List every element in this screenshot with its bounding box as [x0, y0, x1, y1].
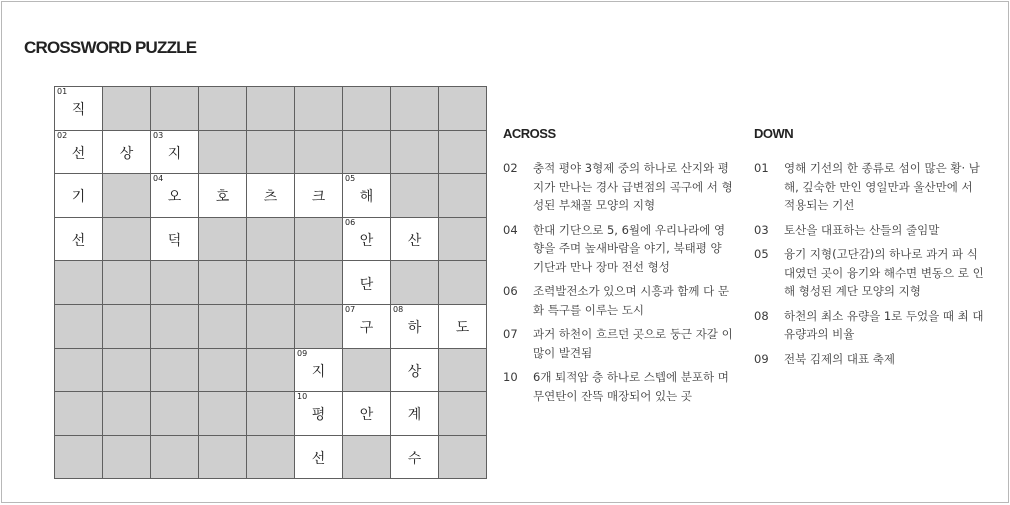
grid-cell-filled	[151, 131, 198, 174]
cell-number: 07	[345, 304, 356, 314]
grid-cell-filled	[343, 261, 390, 304]
clue-number: 03	[754, 222, 769, 237]
cell-number: 05	[345, 174, 356, 184]
cell-letter: 상	[119, 145, 134, 162]
grid-cell-filled	[391, 436, 438, 479]
clue-number: 02	[503, 161, 518, 175]
grid-cell-blocked	[439, 261, 486, 304]
grid-cell-blocked	[439, 131, 486, 174]
grid-cell-filled	[55, 131, 102, 174]
grid-cell-blocked	[199, 436, 246, 479]
clue-number: 07	[503, 327, 518, 341]
grid-cell-blocked	[391, 131, 438, 174]
cell-letter: 안	[359, 407, 374, 424]
grid-cell-blocked	[103, 349, 150, 392]
clue-text: 과거 하천이 흐르던 곳으로 둥근 자갈 이 많이 발견됨	[533, 327, 733, 360]
crossword-grid	[54, 86, 487, 479]
grid-cell-blocked	[247, 349, 294, 392]
cell-letter: 오	[167, 189, 182, 206]
grid-cell-filled	[295, 436, 342, 479]
grid-cell-blocked	[247, 131, 294, 174]
grid-cell-blocked	[199, 305, 246, 348]
grid-cell-blocked	[103, 218, 150, 261]
grid-cell-blocked	[199, 349, 246, 392]
grid-cell-blocked	[55, 261, 102, 304]
down-clue-list	[754, 159, 984, 368]
across-clue-list	[503, 159, 733, 405]
cell-letter: 산	[407, 233, 422, 250]
down-clue	[754, 159, 984, 215]
across-section	[503, 126, 733, 411]
grid-cell-filled	[199, 174, 246, 217]
grid-cell-filled	[439, 305, 486, 348]
grid-cell-blocked	[151, 261, 198, 304]
grid-cell-filled	[151, 174, 198, 217]
grid-cell-blocked	[103, 261, 150, 304]
cell-letter: 지	[167, 145, 182, 162]
grid-cell-blocked	[103, 392, 150, 435]
grid-cell-blocked	[391, 174, 438, 217]
cell-letter: 계	[407, 407, 422, 424]
cell-number: 01	[57, 87, 68, 96]
clue-text: 충적 평야 3형제 중의 하나로 산지와 평지가 만나는 경사 급변점의 곡구에 서 형성된 부채꼴 모양의 지형	[533, 161, 733, 212]
cell-letter: 덕	[167, 233, 182, 250]
down-clue	[754, 221, 984, 240]
clue-text: 융기 지형(고단감)의 하나로 과거 파 식대였던 곳이 융기와 해수면 변동으 로 인해 형성된 계단 모양의 지형	[784, 247, 984, 298]
across-clue	[503, 282, 733, 319]
down-clue	[754, 350, 984, 369]
cell-letter: 안	[359, 233, 374, 250]
across-clue	[503, 325, 733, 362]
grid-cell-blocked	[247, 436, 294, 479]
grid-cell-blocked	[55, 392, 102, 435]
cell-letter: 츠	[263, 189, 278, 206]
cell-number: 09	[297, 348, 308, 358]
grid-cell-blocked	[343, 87, 390, 130]
clue-text: 토산을 대표하는 산들의 줄임말	[784, 222, 940, 237]
grid-cell-blocked	[55, 436, 102, 479]
grid-cell-blocked	[199, 87, 246, 130]
cell-number: 10	[297, 392, 308, 402]
grid-cell-filled	[55, 218, 102, 261]
grid-cell-blocked	[55, 349, 102, 392]
cell-letter: 도	[455, 320, 470, 337]
cell-number: 02	[57, 130, 68, 140]
grid-cell-blocked	[295, 261, 342, 304]
cell-number: 03	[153, 130, 164, 140]
grid-cell-blocked	[151, 436, 198, 479]
cell-letter: 지	[311, 363, 326, 380]
cell-letter: 직	[71, 102, 86, 119]
clue-text: 하천의 최소 유량을 1로 두었을 때 최 대 유량과의 비율	[784, 308, 984, 341]
grid-cell-blocked	[103, 87, 150, 130]
grid-cell-blocked	[295, 131, 342, 174]
clue-number: 06	[503, 284, 518, 298]
down-clue	[754, 245, 984, 301]
clue-number: 10	[503, 370, 518, 384]
grid-cell-blocked	[103, 305, 150, 348]
grid-cell-blocked	[151, 392, 198, 435]
grid-cell-blocked	[151, 349, 198, 392]
cell-letter: 하	[407, 320, 422, 337]
grid-cell-filled	[391, 305, 438, 348]
down-heading: DOWN	[754, 126, 794, 141]
cell-letter: 수	[407, 451, 422, 468]
grid-cell-blocked	[199, 392, 246, 435]
grid-cell-filled	[343, 305, 390, 348]
grid-cell-blocked	[295, 218, 342, 261]
grid-cell-blocked	[247, 87, 294, 130]
grid-cell-filled	[391, 392, 438, 435]
clue-number: 05	[754, 247, 769, 261]
grid-cell-filled	[151, 218, 198, 261]
cell-number: 08	[393, 304, 404, 314]
grid-cell-blocked	[247, 218, 294, 261]
grid-cell-blocked	[343, 349, 390, 392]
cell-letter: 호	[215, 189, 230, 206]
down-section	[754, 126, 984, 374]
clue-text: 영해 기선의 한 종류로 섬이 많은 황· 남해, 깊숙한 만인 영일만과 울산만에 서 적용되는 기선	[784, 161, 980, 212]
cell-letter: 선	[71, 145, 86, 162]
grid-cell-blocked	[439, 174, 486, 217]
grid-cell-blocked	[247, 261, 294, 304]
clue-number: 08	[754, 308, 769, 323]
grid-cell-blocked	[343, 131, 390, 174]
grid-cell-filled	[55, 87, 102, 130]
cell-number: 06	[345, 217, 356, 227]
grid-cell-filled	[295, 174, 342, 217]
grid-cell-blocked	[439, 218, 486, 261]
across-heading: ACROSS	[503, 126, 556, 141]
down-clue	[754, 307, 984, 344]
cell-letter: 평	[311, 407, 326, 424]
cell-letter: 해	[359, 189, 374, 206]
grid-cell-filled	[247, 174, 294, 217]
grid-cell-blocked	[151, 305, 198, 348]
grid-cell-filled	[103, 131, 150, 174]
grid-cell-blocked	[247, 392, 294, 435]
cell-number: 04	[153, 174, 164, 184]
grid-cell-blocked	[439, 87, 486, 130]
grid-cell-filled	[55, 174, 102, 217]
grid-cell-blocked	[199, 261, 246, 304]
across-clue	[503, 368, 733, 405]
grid-cell-blocked	[439, 436, 486, 479]
grid-cell-filled	[343, 174, 390, 217]
grid-cell-filled	[295, 349, 342, 392]
grid-cell-blocked	[247, 305, 294, 348]
grid-cell-blocked	[55, 305, 102, 348]
grid-cell-blocked	[439, 349, 486, 392]
clue-text: 한대 기단으로 5, 6월에 우리나라에 영향을 주며 높새바람을 야기, 북태평 양 기단과 만나 장마 전선 형성	[533, 222, 726, 274]
grid-cell-blocked	[295, 87, 342, 130]
cell-letter: 선	[311, 451, 326, 468]
grid-cell-filled	[295, 392, 342, 435]
clue-text: 전북 김제의 대표 축제	[784, 351, 895, 366]
grid-cell-blocked	[103, 436, 150, 479]
cell-letter: 크	[311, 189, 326, 206]
grid-cell-blocked	[343, 436, 390, 479]
grid-cell-blocked	[391, 261, 438, 304]
clue-text: 조력발전소가 있으며 시흥과 함께 다 문화 특구를 이루는 도시	[533, 284, 730, 317]
across-clue	[503, 221, 733, 277]
cell-letter: 선	[71, 233, 86, 250]
grid-cell-blocked	[199, 131, 246, 174]
grid-cell-blocked	[439, 392, 486, 435]
grid-cell-blocked	[295, 305, 342, 348]
cell-letter: 상	[407, 363, 422, 380]
cell-letter: 구	[359, 320, 374, 337]
grid-cell-blocked	[151, 87, 198, 130]
grid-cell-filled	[343, 218, 390, 261]
across-clue	[503, 159, 733, 215]
clue-number: 01	[754, 161, 769, 175]
grid-cell-blocked	[199, 218, 246, 261]
clue-number: 09	[754, 351, 769, 366]
cell-letter: 기	[71, 189, 86, 206]
grid-cell-blocked	[391, 87, 438, 130]
grid-cell-filled	[391, 349, 438, 392]
cell-letter: 단	[359, 276, 374, 293]
page-title: CROSSWORD PUZZLE	[24, 38, 197, 57]
grid-cell-filled	[343, 392, 390, 435]
clue-text: 6개 퇴적암 층 하나로 스텝에 분포하 며 무연탄이 잔뜩 매장되어 있는 곳	[533, 370, 729, 403]
grid-cell-filled	[391, 218, 438, 261]
crossword-page	[1, 1, 1009, 503]
grid-cell-blocked	[103, 174, 150, 217]
clue-number: 04	[503, 222, 518, 237]
